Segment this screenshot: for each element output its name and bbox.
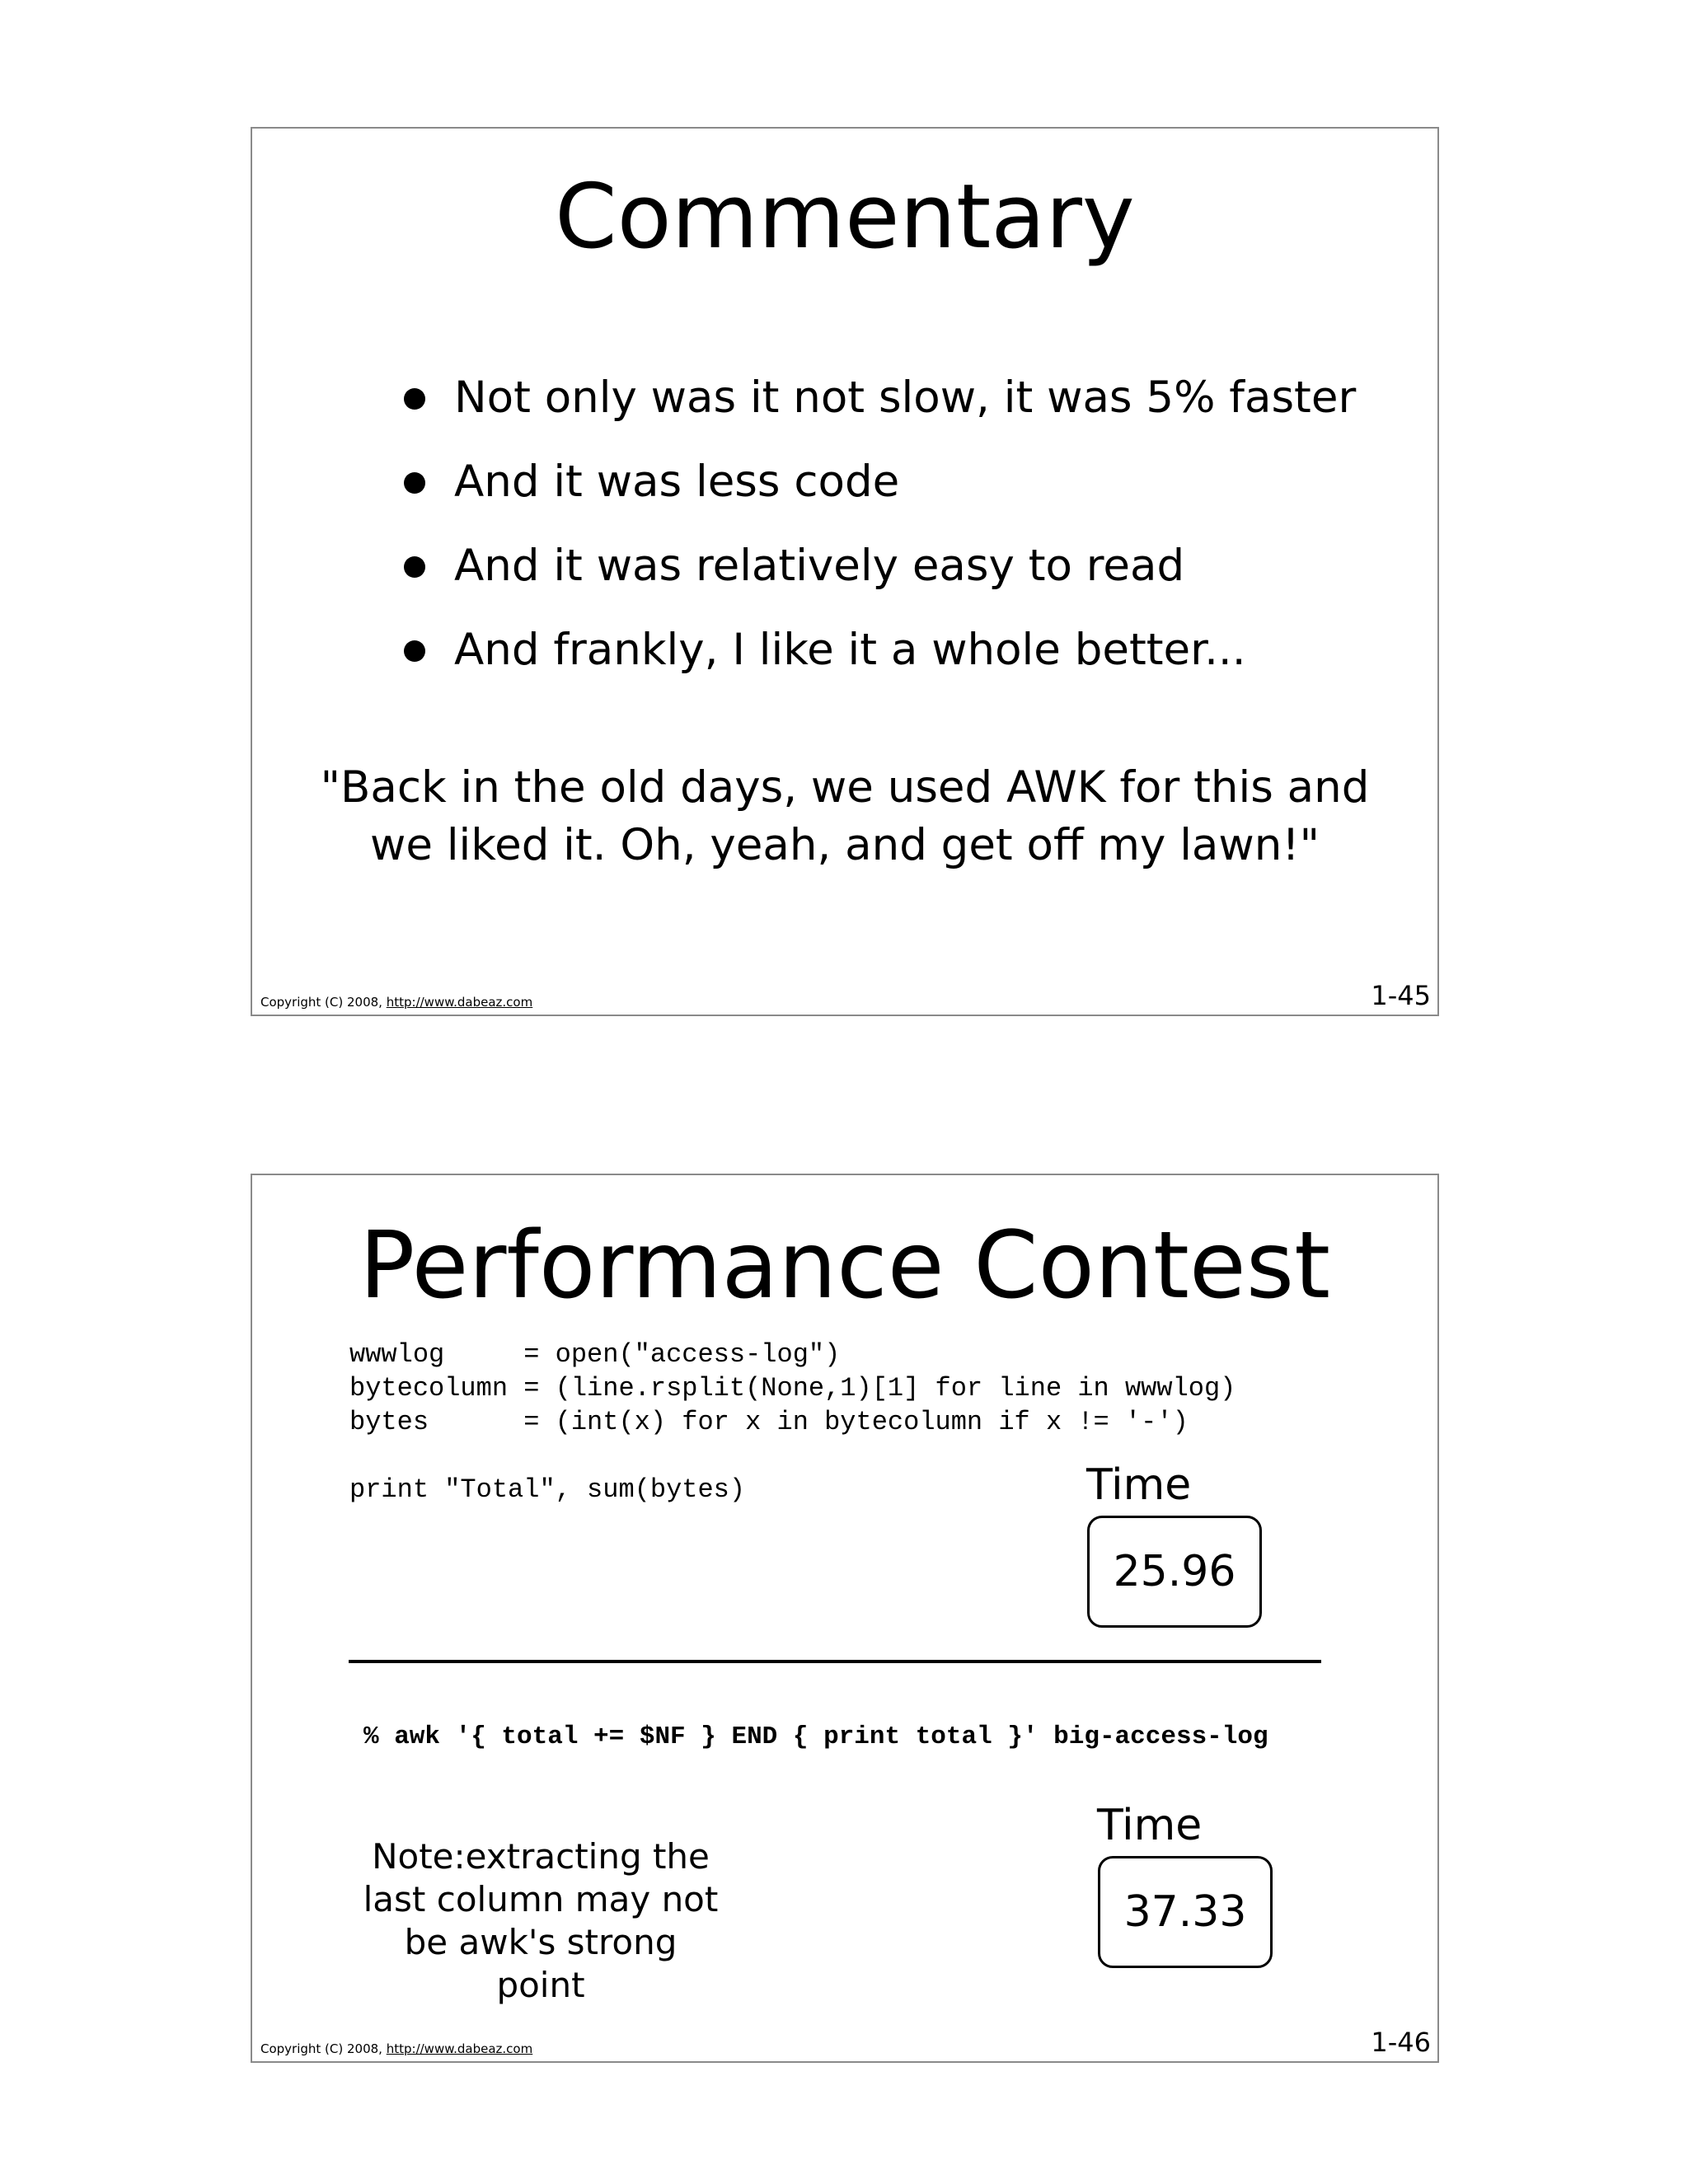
slide-title: Performance Contest: [359, 1212, 1331, 1319]
copyright-text: Copyright (C) 2008,: [260, 2041, 382, 2056]
quote-line: "Back in the old days, we used AWK for this and: [320, 762, 1370, 813]
bullet-icon: [404, 640, 425, 662]
code-line: wwwlog = open("access-log"): [349, 1339, 841, 1370]
time-value: 37.33: [1123, 1887, 1247, 1937]
bullet-item: [392, 540, 1356, 624]
bullet-icon: [404, 388, 425, 410]
bullet-item: [392, 624, 1356, 708]
time-box: [1087, 1516, 1262, 1628]
time-value: 25.96: [1113, 1547, 1236, 1596]
code-line: print "Total", sum(bytes): [349, 1474, 746, 1505]
copyright-text: Copyright (C) 2008,: [260, 995, 382, 1010]
divider: [349, 1660, 1321, 1663]
bullet-text: Not only was it not slow, it was 5% faster: [454, 373, 1357, 423]
quote-line: we liked it. Oh, yeah, and get off my lawn!": [370, 820, 1320, 870]
code-line: bytes = (int(x) for x in bytecolumn if x != '-'): [349, 1407, 1189, 1437]
quote: [252, 759, 1437, 874]
page-number: 1-46: [1371, 2027, 1431, 2058]
note-text: Note:extracting the last column may not be awk's strong point: [363, 1836, 719, 2005]
bullet-item: [392, 372, 1356, 456]
time-label: Time: [1086, 1460, 1192, 1510]
bullet-text: And it was less code: [454, 457, 900, 507]
bullet-icon: [404, 472, 425, 494]
slide-2: [251, 1174, 1439, 2063]
bullet-list: [392, 372, 1356, 708]
awk-command: % awk '{ total += $NF } END { print total }' big-access-log: [363, 1722, 1268, 1751]
time-box: [1098, 1856, 1273, 1968]
bullet-text: And it was relatively easy to read: [454, 541, 1185, 591]
footer: [260, 995, 532, 1010]
footer-link[interactable]: http://www.dabeaz.com: [386, 2041, 533, 2056]
slide-1: [251, 127, 1439, 1016]
page-number: 1-45: [1371, 980, 1431, 1011]
bullet-item: [392, 456, 1356, 540]
code-line: bytecolumn = (line.rsplit(None,1)[1] for line in wwwlog): [349, 1373, 1236, 1404]
slide-title: Commentary: [555, 166, 1135, 269]
time-label: Time: [1097, 1801, 1203, 1850]
bullet-icon: [404, 556, 425, 578]
footer-link[interactable]: http://www.dabeaz.com: [386, 995, 533, 1010]
bullet-text: And frankly, I like it a whole better...: [454, 625, 1246, 675]
footer: [260, 2041, 532, 2056]
